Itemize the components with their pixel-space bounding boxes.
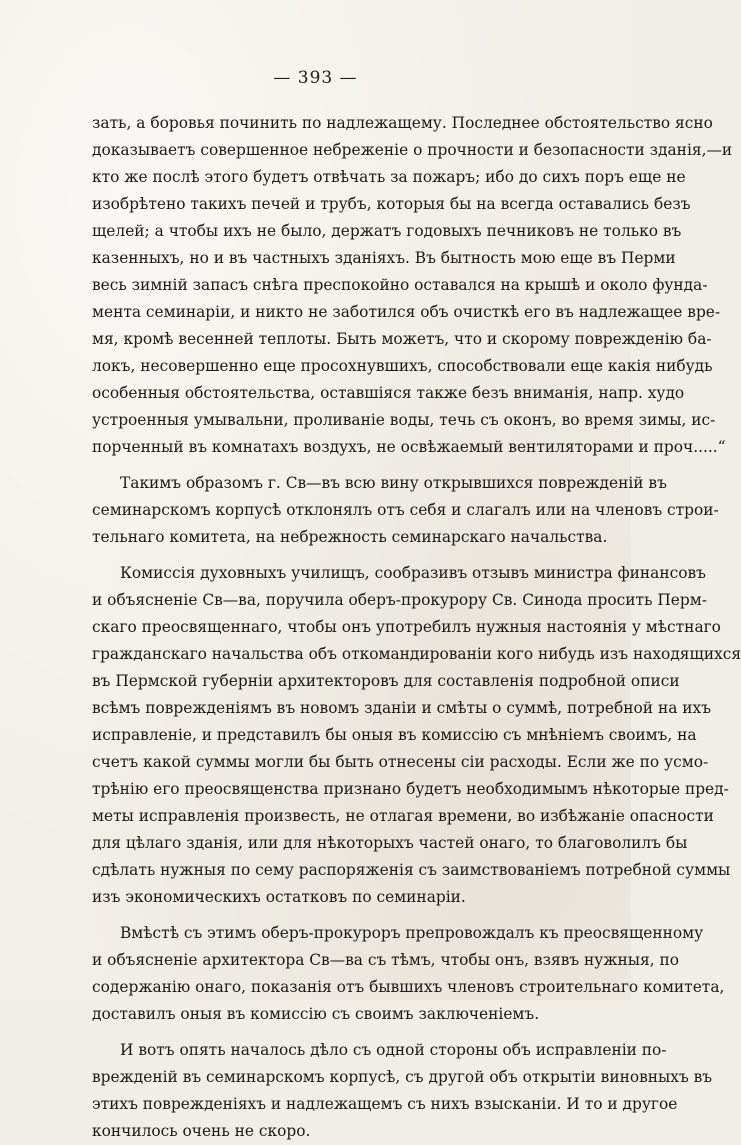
text-line: счетъ какой суммы могли бы быть отнесены сіи расходы. Если же по усмо- <box>92 753 709 771</box>
text-line: мя, кромѣ весенней теплоты. Быть можетъ, что и скорому поврежденію ба- <box>92 330 712 348</box>
text-line: врежденій въ семинарскомъ корпусѣ, съ другой объ открытіи виновныхъ въ <box>92 1068 713 1086</box>
text-line: порченный въ комнатахъ воздухъ, не освѣжаемый вентиляторами и проч.....“ <box>92 438 726 456</box>
text-line: трѣнію его преосвященства признано будетъ необходимымъ нѣкоторые пред- <box>92 780 729 798</box>
text-line: сдѣлать нужныя по сему распоряженія съ заимствованіемъ потребной суммы <box>92 861 731 879</box>
text-line: изобрѣтено такихъ печей и трубъ, которыя бы на всегда оставались безъ <box>92 195 691 213</box>
text-line: этихъ поврежденіяхъ и надлежащемъ съ нихъ взысканіи. И то и другое <box>92 1095 678 1113</box>
paragraph-gap <box>92 461 616 470</box>
page-number: — 393 — <box>273 68 358 88</box>
text-line: меты исправленія произвесть, не отлагая времени, во избѣжаніе опасности <box>92 807 714 825</box>
text-line: кто же послѣ этого будетъ отвѣчать за пожаръ; ибо до сихъ поръ еще не <box>92 168 686 186</box>
text-line: локъ, несовершенно еще просохнувшихъ, способствовали еще какія нибудь <box>92 357 713 375</box>
paragraph-gap <box>92 1028 616 1037</box>
text-line: доказываетъ совершенное небреженіе о прочности и безопасности зданія,—и <box>92 141 733 159</box>
text-line: для цѣлаго зданія, или для нѣкоторыхъ частей онаго, то благоволилъ бы <box>92 834 688 852</box>
text-line: всѣмъ поврежденіямъ въ новомъ зданіи и смѣты о суммѣ, потребной на ихъ <box>92 699 712 717</box>
paragraph <box>92 110 733 461</box>
text-line: и объясненіе Св—ва, поручила оберъ-прокурору Св. Синода просить Перм- <box>92 591 707 609</box>
text-line: казенныхъ, но и въ частныхъ зданіяхъ. Въ бытность мою еще въ Перми <box>92 249 676 267</box>
text-line: изъ экономическихъ остатковъ по семинаріи. <box>92 888 466 906</box>
text-line: кончилось очень не скоро. <box>92 1122 311 1140</box>
text-line: тельнаго комитета, на небрежность семинарскаго начальства. <box>92 528 608 546</box>
page-body <box>92 110 741 1145</box>
paragraph-gap <box>92 551 616 560</box>
text-line: весь зимній запасъ снѣга преспокойно оставался на крышѣ и около фунда- <box>92 276 708 294</box>
text-line: Вмѣстѣ съ этимъ оберъ-прокуроръ препровождалъ къ преосвященному <box>120 924 704 942</box>
text-line: исправленіе, и представилъ бы оныя въ комиссію съ мнѣніемъ своимъ, на <box>92 726 697 744</box>
text-line: особенныя обстоятельства, оставшіяся также безъ вниманія, напр. худо <box>92 384 685 402</box>
paragraph <box>92 920 725 1028</box>
text-line: доставилъ оныя въ комиссію съ своимъ заключеніемъ. <box>92 1005 540 1023</box>
paragraph <box>92 1037 713 1145</box>
text-line: содержанію онаго, показанія отъ бывшихъ членовъ строительнаго комитета, <box>92 978 725 996</box>
text-line: устроенныя умывальни, проливаніе воды, течь съ оконъ, во время зимы, ис- <box>92 411 716 429</box>
paragraph <box>92 470 719 551</box>
paragraph-gap <box>92 911 616 920</box>
text-line: въ Пермской губерніи архитекторовъ для составленія подробной описи <box>92 672 680 690</box>
text-line: зать, а боровья починить по надлежащему. Последнее обстоятельство ясно <box>92 114 713 132</box>
text-line: щелей; а чтобы ихъ не было, держатъ годовыхъ печниковъ не только въ <box>92 222 682 240</box>
text-line: Комиссія духовныхъ училищъ, сообразивъ отзывъ министра финансовъ <box>120 564 706 582</box>
text-line: и объясненіе архитектора Св—ва съ тѣмъ, чтобы онъ, взявъ нужныя, по <box>92 951 680 969</box>
text-line: семинарскомъ корпусѣ отклонялъ отъ себя и слагалъ или на членовъ строи- <box>92 501 719 519</box>
text-line: мента семинаріи, и никто не заботился объ очисткѣ его въ надлежащее вре- <box>92 303 721 321</box>
text-line: скаго преосвященнаго, чтобы онъ употребилъ нужныя настоянія у мѣстнаго <box>92 618 721 636</box>
text-line: И вотъ опять началось дѣло съ одной стороны объ исправленіи по- <box>120 1041 667 1059</box>
text-line: Такимъ образомъ г. Св—въ всю вину открывшихся поврежденій въ <box>120 474 667 492</box>
text-line: гражданскаго начальства объ откомандированіи кого нибудь изъ находящихся <box>92 645 741 663</box>
paragraph <box>92 560 741 911</box>
